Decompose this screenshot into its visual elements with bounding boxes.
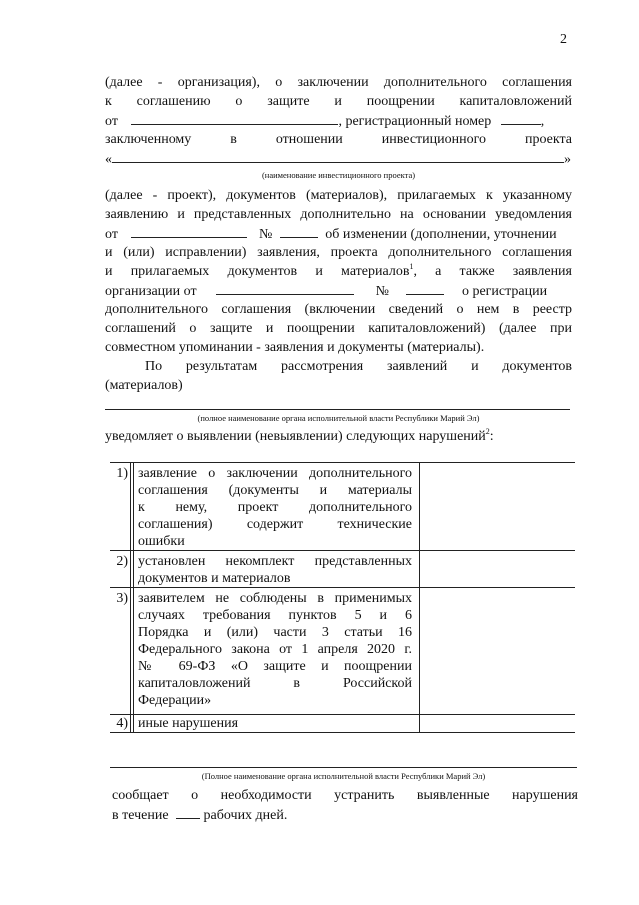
para1-line4: заключенному в отношении инвестиционного проекта — [105, 132, 572, 147]
para2-line3-from: от — [105, 227, 118, 242]
para2-line9: совместном упоминании - заявления и документы (материалы). — [105, 340, 485, 355]
caption-authority-1: (полное наименование органа исполнительной власти Республики Марий Эл) — [197, 413, 480, 423]
application-date-blank[interactable] — [216, 282, 354, 295]
para2-line6-org: организации от — [105, 284, 197, 299]
authority-line-1[interactable] — [105, 409, 570, 410]
reg-number-blank[interactable] — [501, 112, 541, 125]
days-count-blank[interactable] — [176, 806, 200, 819]
para2-line2: заявлению и представленных дополнительно на основании уведомления — [105, 207, 572, 222]
para2-line6-rest: о регистрации — [461, 284, 548, 299]
row-number: 4) — [116, 716, 128, 731]
notice-date-blank[interactable] — [131, 225, 247, 238]
para2-line5-text: и прилагаемых документов и материалов — [105, 264, 410, 279]
notice-number-blank[interactable] — [280, 225, 318, 238]
row-text-line: к нему, проект дополнительного — [138, 500, 412, 515]
row-text-line: заявителем не соблюдены в применимых — [138, 591, 412, 606]
date-field-blank[interactable] — [131, 112, 338, 125]
para1-line5 — [105, 150, 572, 169]
para1-line3-reg: , регистрационный номер — [338, 114, 492, 129]
row-text-line: документов и материалов — [138, 571, 291, 586]
row-text-line: № 69-ФЗ «О защите и поощрении — [138, 659, 412, 674]
para2-line7: дополнительного соглашения (включении сведений о нем в реестр — [105, 302, 572, 317]
caption-authority-2: (Полное наименование органа исполнительной власти Республики Марий Эл) — [201, 771, 486, 781]
final-line1: сообщает о необходимости устранить выявленные нарушения — [112, 788, 578, 803]
row-number: 3) — [116, 591, 128, 606]
row-mark-cell[interactable] — [420, 551, 575, 587]
para1-line2: к соглашению о защите и поощрении капиталовложений — [105, 94, 572, 109]
notify-text: уведомляет о выявлении (невыявлении) следующих нарушений — [105, 429, 486, 444]
application-number-blank[interactable] — [406, 282, 444, 295]
quote-close: » — [564, 152, 571, 167]
row-text-line: ошибки — [138, 534, 185, 549]
table-border — [133, 462, 134, 732]
table-border — [130, 462, 131, 732]
para3-line1: По результатам рассмотрения заявлений и документов — [145, 359, 572, 374]
page-number: 2 — [560, 32, 567, 47]
quote-open: « — [105, 152, 112, 167]
notify-line — [105, 428, 572, 446]
para2-line1: (далее - проект), документов (материалов), прилагаемых к указанному — [105, 188, 572, 203]
para2-line3-rest: об изменении (дополнении, уточнении — [325, 227, 557, 242]
row-text-line: Федерации» — [138, 693, 212, 708]
notify-colon: : — [489, 429, 494, 444]
footnote-1-marker: 1 — [409, 262, 414, 271]
para2-line8: соглашений о защите и поощрении капиталовложений) (далее при — [105, 321, 572, 336]
row-number: 1) — [116, 466, 128, 481]
para1-line3 — [105, 112, 572, 131]
row-text-line: установлен некомплект представленных — [138, 554, 412, 569]
final-within: в течение — [112, 808, 169, 823]
row-text-line: Порядка и (или) части 3 статьи 16 — [138, 625, 412, 640]
para2-line5-tail: , а также заявления — [413, 264, 572, 279]
para2-line4: и (или) исправлении) заявления, проекта дополнительного соглашения — [105, 245, 572, 260]
para2-line3-no: № — [258, 227, 273, 242]
para1-line3-comma: , — [540, 114, 545, 129]
row-text-line: заявление о заключении дополнительного — [138, 466, 412, 481]
para1-line1: (далее - организация), о заключении дополнительного соглашения — [105, 75, 572, 90]
row-text-line: соглашения) содержит технические — [138, 517, 412, 532]
para2-line6-no: № — [375, 284, 389, 299]
row-number: 2) — [116, 554, 128, 569]
row-mark-cell[interactable] — [420, 463, 575, 550]
para3-line2: (материалов) — [105, 378, 183, 393]
para2-line6 — [105, 282, 572, 301]
final-line2 — [112, 806, 579, 825]
footnote-2-marker: 2 — [485, 427, 490, 436]
caption-project-name: (наименование инвестиционного проекта) — [261, 170, 416, 180]
row-text-line: соглашения (документы и материалы — [138, 483, 412, 498]
row-text-line: Федерального закона от 1 апреля 2020 г. — [138, 642, 412, 657]
row-text-line: случаях требования пунктов 5 и 6 — [138, 608, 412, 623]
para2-line3 — [105, 225, 572, 244]
project-name-blank[interactable] — [112, 150, 564, 163]
para1-line3-from: от — [105, 114, 118, 129]
authority-line-2[interactable] — [110, 767, 577, 768]
row-mark-cell[interactable] — [420, 715, 575, 732]
table-border — [110, 732, 575, 733]
para2-line5 — [105, 263, 572, 281]
row-mark-cell[interactable] — [420, 588, 575, 714]
row-text-line: капиталовложений в Российской — [138, 676, 412, 691]
final-days: рабочих дней. — [203, 808, 288, 823]
row-text-line: иные нарушения — [138, 716, 239, 731]
